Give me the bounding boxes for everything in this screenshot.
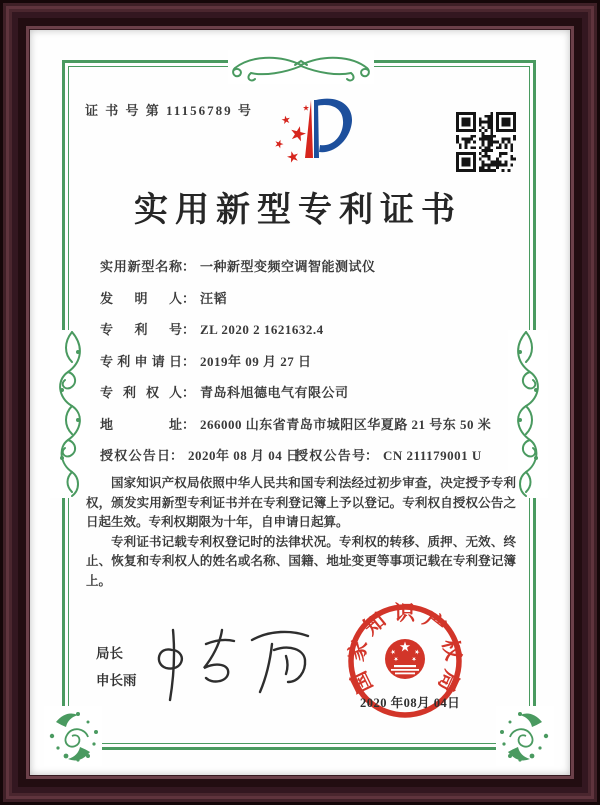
left-border-swirl-icon xyxy=(50,330,90,498)
field-colon: ： xyxy=(182,322,196,337)
field-value: CN 211179001 U xyxy=(383,448,482,463)
field-label: 实用新型名称 xyxy=(100,259,182,274)
field-value: 2020年 08 月 04 日 xyxy=(188,448,300,463)
field-colon: ： xyxy=(182,385,196,400)
field-colon: ： xyxy=(182,290,196,306)
field-list xyxy=(100,256,532,477)
legal-text xyxy=(86,474,516,591)
officer-title: 局长 xyxy=(96,646,123,661)
field-value: 2019年 09 月 27 日 xyxy=(200,353,312,369)
seal-date: 2020 年08月 04日 xyxy=(360,696,461,710)
field-row-filing-date xyxy=(100,351,532,383)
field-row-patentee xyxy=(100,382,532,414)
qr-code xyxy=(456,112,516,172)
officer-block xyxy=(96,640,137,694)
field-row-inventor xyxy=(100,288,532,320)
field-colon: ： xyxy=(182,353,196,369)
field-row-grant xyxy=(100,445,532,477)
field-value: 一种新型变频空调智能测试仪 xyxy=(200,259,376,274)
grant-number-pair xyxy=(295,445,482,464)
national-emblem-icon xyxy=(385,639,425,679)
field-label: 专利申请日 xyxy=(100,353,182,369)
bottom-right-floral-icon xyxy=(496,706,554,766)
bottom-left-floral-icon xyxy=(44,706,102,766)
certificate-number: 证 书 号 第 11156789 号 xyxy=(85,103,253,118)
legal-paragraph-2: 专利证书记载专利权登记时的法律状况。专利权的转移、质押、无效、终止、恢复和专利权人的姓名或名称、国籍、地址变更等事项记载在专利登记簿上。 xyxy=(86,534,516,588)
field-label: 授权公告号 xyxy=(295,448,365,463)
field-colon: ： xyxy=(182,259,196,274)
field-value: 汪韬 xyxy=(200,290,228,306)
field-row-patent-no xyxy=(100,319,532,351)
certificate-paper xyxy=(30,30,570,775)
field-label: 发明人 xyxy=(100,290,182,306)
field-colon: ： xyxy=(170,448,184,463)
field-label: 专利权人 xyxy=(100,385,182,400)
field-label: 地址 xyxy=(100,416,182,432)
signature-icon xyxy=(148,624,318,706)
field-value: 266000 山东省青岛市城阳区华夏路 21 号东 50 米 xyxy=(200,416,492,432)
field-colon: ： xyxy=(182,416,196,432)
certificate-title: 实用新型专利证书 xyxy=(134,192,462,229)
top-flourish-icon xyxy=(228,50,374,84)
field-row-address xyxy=(100,414,532,446)
field-value: ZL 2020 2 1621632.4 xyxy=(200,322,324,337)
seal-text: 国家知识产权局 xyxy=(345,601,465,697)
legal-paragraph-1: 国家知识产权局依照中华人民共和国专利法经过初步审查，决定授予专利权，颁发实用新型专利证书并在专利登记簿上予以登记。专利权自授权公告之日起生效。专利权期限为十年，自申请日起算。 xyxy=(86,476,516,529)
field-value: 青岛科旭德电气有限公司 xyxy=(200,385,349,400)
officer-name: 申长雨 xyxy=(96,673,137,688)
cnipa-logo-icon xyxy=(252,94,364,184)
field-label: 专利号 xyxy=(100,322,182,337)
field-colon: ： xyxy=(365,448,379,463)
field-row-name xyxy=(100,256,532,288)
field-label: 授权公告日 xyxy=(100,448,170,463)
